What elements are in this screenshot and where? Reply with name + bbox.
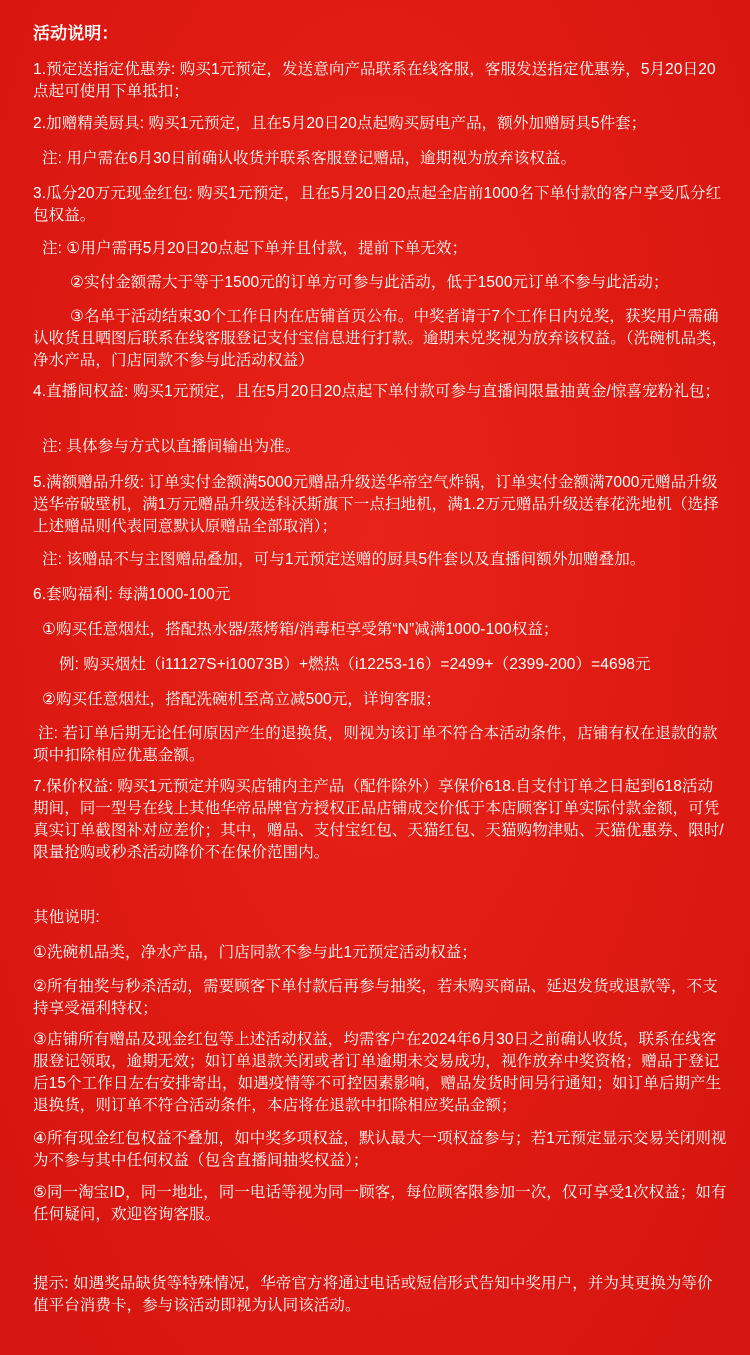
other-note-5: ⑤同一淘宝ID，同一地址，同一电话等视为同一顾客，每位顾客限参加一次，仅可享受1次权益；如有任何疑问，欢迎咨询客服。	[33, 1184, 727, 1223]
rule-item-7: 7.保价权益: 购买1元预定并购买店铺内主产品（配件除外）享保价618.自支付订单之日起到618活动期间，同一型号在线上其他华帝品牌官方授权正品店铺成交价低于本店顾客订单实际付款金额，可凭真实订单截图补对应差价；其中，赠品、支付宝红包、天猫红包、天猫购物津贴、天猫优惠券、限时/限量抢购或秒杀活动降价不在保价范围内。	[33, 778, 724, 861]
rule-item-4-note: 注: 具体参与方式以直播间输出为准。	[42, 438, 301, 455]
rule-item-6-note: 注: 若订单后期无论任何原因产生的退换货，则视为该订单不符合本活动条件，店铺有权在退款的款项中扣除相应优惠金额。	[33, 725, 718, 764]
other-note-2: ②所有抽奖与秒杀活动，需要顾客下单付款后再参与抽奖，若未购买商品、延迟发货或退款等，不支持享受福利特权；	[33, 978, 718, 1017]
rule-item-6-example: 例: 购买烟灶（i11127S+i10073B）+燃热（i12253-16）=2499+（2399-200）=4698元	[59, 656, 651, 673]
activity-title: 活动说明：	[33, 24, 119, 43]
rule-item-6-sub-1: ①购买任意烟灶，搭配热水器/蒸烤箱/消毒柜享受第“N”减满1000-100权益；	[42, 621, 559, 638]
rule-item-3: 3.瓜分20万元现金红包: 购买1元预定，且在5月20日20点起全店前1000名下单付款的客户享受瓜分红包权益。	[33, 185, 722, 224]
footer-tip: 提示: 如遇奖品缺货等特殊情况，华帝官方将通过电话或短信形式告知中奖用户，并为其更换为等价值平台消费卡，参与该活动即视为认同该活动。	[33, 1275, 713, 1314]
other-note-3: ③店铺所有赠品及现金红包等上述活动权益，均需客户在2024年6月30日之前确认收货，联系在线客服登记领取，逾期无效；如订单退款关闭或者订单逾期未交易成功，视作放弃中奖资格；赠品于登记后15个工作日左右安排寄出，如遇疫情等不可控因素影响，赠品发货时间另行通知；如订单后期产生退换货，则订单不符合活动条件，本店将在退款中扣除相应奖品金额；	[33, 1031, 722, 1114]
other-note-1: ①洗碗机品类，净水产品，门店同款不参与此1元预定活动权益；	[33, 944, 477, 961]
rule-item-3-note-2: ②实付金额需大于等于1500元的订单方可参与此活动，低于1500元订单不参与此活动；	[70, 274, 669, 291]
rule-item-2: 2.加赠精美厨具: 购买1元预定，且在5月20日20点起购买厨电产品，额外加赠厨具5件套；	[33, 115, 647, 132]
rule-item-6-sub-2: ②购买任意烟灶，搭配洗碗机至高立减500元，详询客服；	[42, 691, 441, 708]
other-notes-title: 其他说明:	[33, 909, 100, 926]
rule-item-6: 6.套购福利: 每满1000-100元	[33, 586, 231, 603]
rule-item-3-note-3: ③名单于活动结束30个工作日内在店铺首页公布。中奖者请于7个工作日内兑奖，获奖用户需确认收货且晒图后联系在线客服登记支付宝信息进行打款。逾期未兑奖视为放弃该权益。（洗碗机品类，净水产品，门店同款不参与此活动权益）	[33, 308, 728, 369]
rule-item-5: 5.满额赠品升级: 订单实付金额满5000元赠品升级送华帝空气炸锅，订单实付金额满7000元赠品升级送华帝破壁机，满1万元赠品升级送科沃斯旗下一点扫地机，满1.2万元赠品升级送春花洗地机（选择上述赠品则代表同意默认原赠品全部取消）；	[33, 474, 719, 535]
other-note-4: ④所有现金红包权益不叠加，如中奖多项权益，默认最大一项权益参与；若1元预定显示交易关闭则视为不参与其中任何权益（包含直播间抽奖权益）；	[33, 1130, 727, 1169]
rule-item-1: 1.预定送指定优惠券: 购买1元预定，发送意向产品联系在线客服，客服发送指定优惠券，5月20日20点起可使用下单抵扣；	[33, 61, 716, 100]
rule-item-2-note: 注: 用户需在6月30日前确认收货并联系客服登记赠品，逾期视为放弃该权益。	[42, 150, 577, 167]
rule-item-5-note: 注: 该赠品不与主图赠品叠加，可与1元预定送赠的厨具5件套以及直播间额外加赠叠加。	[42, 551, 646, 568]
rule-item-3-note-1: 注: ①用户需再5月20日20点起下单并且付款，提前下单无效；	[42, 240, 468, 257]
rule-item-4: 4.直播间权益: 购买1元预定，且在5月20日20点起下单付款可参与直播间限量抽黄金/惊喜宠粉礼包；	[33, 383, 721, 400]
